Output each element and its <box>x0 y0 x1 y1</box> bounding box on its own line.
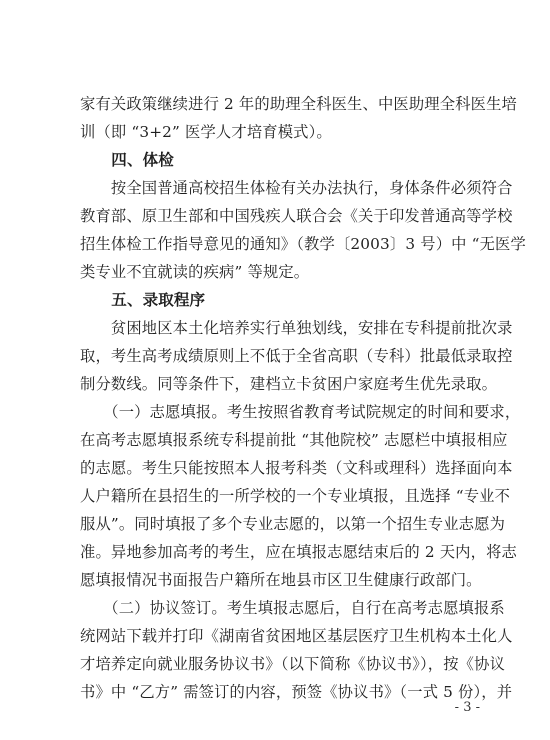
text-line: 按全国普通高校招生体检有关办法执行，身体条件必须符合 <box>80 179 513 197</box>
text-line: 取，考生高考成绩原则上不低于全省高职（专科）批最低录取控 <box>80 347 513 365</box>
section-heading-admission-procedure: 五、录取程序 <box>80 291 206 309</box>
text-line: 在高考志愿填报系统专科提前批 “其他院校” 志愿栏中填报相应 <box>80 431 508 449</box>
text-line: 家有关政策继续进行 2 年的助理全科医生、中医助理全科医生培 <box>80 95 517 113</box>
text-line: 才培养定向就业服务协议书》（以下简称《协议书》），按《协议 <box>80 655 506 673</box>
section-heading-physical-exam: 四、体检 <box>80 151 174 169</box>
text-line: 贫困地区本土化培养实行单独划线，安排在专科提前批次录 <box>80 319 513 337</box>
text-line: （一）志愿填报。考生按照省教育考试院规定的时间和要求， <box>80 403 521 421</box>
text-line: 训（即 “3+2” 医学人才培育模式）。 <box>80 123 332 141</box>
text-line: 制分数线。同等条件下，建档立卡贫困户家庭考生优先录取。 <box>80 375 498 393</box>
text-line: 统网站下载并打印《湖南省贫困地区基层医疗卫生机构本土化人 <box>80 627 513 645</box>
text-line: 准。异地参加高考的考生，应在填报志愿结束后的 2 天内，将志 <box>80 543 517 561</box>
page-number: - 3 - <box>454 700 480 715</box>
text-line: （二）协议签订。考生填报志愿后，自行在高考志愿填报系 <box>80 599 505 617</box>
text-line: 教育部、原卫生部和中国残疾人联合会《关于印发普通高等学校 <box>80 207 513 225</box>
body-text <box>80 90 526 706</box>
text-line: 类专业不宜就读的疾病” 等规定。 <box>80 263 310 281</box>
text-line: 招生体检工作指导意见的通知》（教学〔2003〕3 号）中 “无医学 <box>80 235 526 253</box>
text-line: 愿填报情况书面报告户籍所在地县市区卫生健康行政部门。 <box>80 571 482 589</box>
text-line: 服从”。同时填报了多个专业志愿的，以第一个招生专业志愿为 <box>80 515 506 533</box>
text-line: 人户籍所在县招生的一所学校的一个专业填报，且选择 “专业不 <box>80 487 511 505</box>
text-line: 书》中 “乙方” 需签订的内容，预签《协议书》（一式 5 份），并 <box>80 683 513 701</box>
text-line: 的志愿。考生只能按照本人报考科类（文科或理科）选择面向本 <box>80 459 513 477</box>
